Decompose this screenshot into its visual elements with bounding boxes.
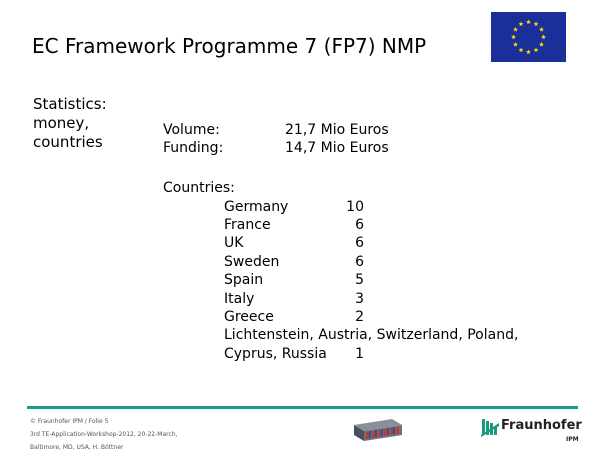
eu-star-icon: [539, 42, 544, 47]
footer-author: Baltimore, MD, USA, H. Böttner: [30, 444, 124, 451]
eu-star-icon: [526, 19, 531, 24]
eu-star-icon: [519, 21, 524, 26]
fraunhofer-logo-sub: IPM: [566, 436, 579, 443]
country-count: 6: [355, 254, 364, 270]
country-count: 6: [355, 217, 364, 233]
thermoelectric-module-icon: [352, 417, 404, 447]
stat-label-volume: Volume:: [163, 122, 220, 138]
left-label-line: Statistics:: [33, 95, 107, 113]
eu-star-icon: [511, 34, 516, 39]
other-countries-line-1: Lichtenstein, Austria, Switzerland, Poland,: [224, 327, 519, 343]
stat-label-funding: Funding:: [163, 140, 224, 156]
eu-star-icon: [513, 42, 518, 47]
fraunhofer-logo-icon: [481, 417, 499, 441]
other-countries-count: 1: [355, 346, 364, 362]
eu-star-icon: [519, 47, 524, 52]
country-name: France: [224, 217, 271, 233]
other-countries-line-2: Cyprus, Russia: [224, 346, 327, 362]
left-label: [33, 95, 107, 152]
eu-flag-icon: [491, 12, 566, 62]
footer-copyright: © Fraunhofer IPM / Folie 5: [30, 418, 109, 425]
eu-star-icon: [541, 34, 546, 39]
stat-value-funding: 14,7 Mio Euros: [285, 140, 389, 156]
country-name: UK: [224, 235, 244, 251]
eu-star-icon: [539, 27, 544, 32]
eu-star-icon: [534, 21, 539, 26]
slide-title: EC Framework Programme 7 (FP7) NMP: [32, 34, 427, 58]
countries-heading: Countries:: [163, 180, 235, 196]
left-label-line: money,: [33, 114, 90, 132]
eu-star-icon: [513, 27, 518, 32]
country-name: Greece: [224, 309, 274, 325]
country-count: 10: [346, 199, 364, 215]
country-count: 5: [355, 272, 364, 288]
fraunhofer-logo-text: Fraunhofer: [501, 418, 582, 433]
country-name: Sweden: [224, 254, 280, 270]
country-count: 6: [355, 235, 364, 251]
footer-event: 3rd TE-Application-Workshop-2012, 20-22-March,: [30, 431, 178, 438]
left-label-line: countries: [33, 133, 103, 151]
country-name: Germany: [224, 199, 289, 215]
country-count: 2: [355, 309, 364, 325]
eu-star-icon: [526, 49, 531, 54]
stat-value-volume: 21,7 Mio Euros: [285, 122, 389, 138]
country-name: Italy: [224, 291, 255, 307]
eu-star-icon: [534, 47, 539, 52]
country-count: 3: [355, 291, 364, 307]
country-name: Spain: [224, 272, 264, 288]
footer-divider: [27, 406, 578, 409]
